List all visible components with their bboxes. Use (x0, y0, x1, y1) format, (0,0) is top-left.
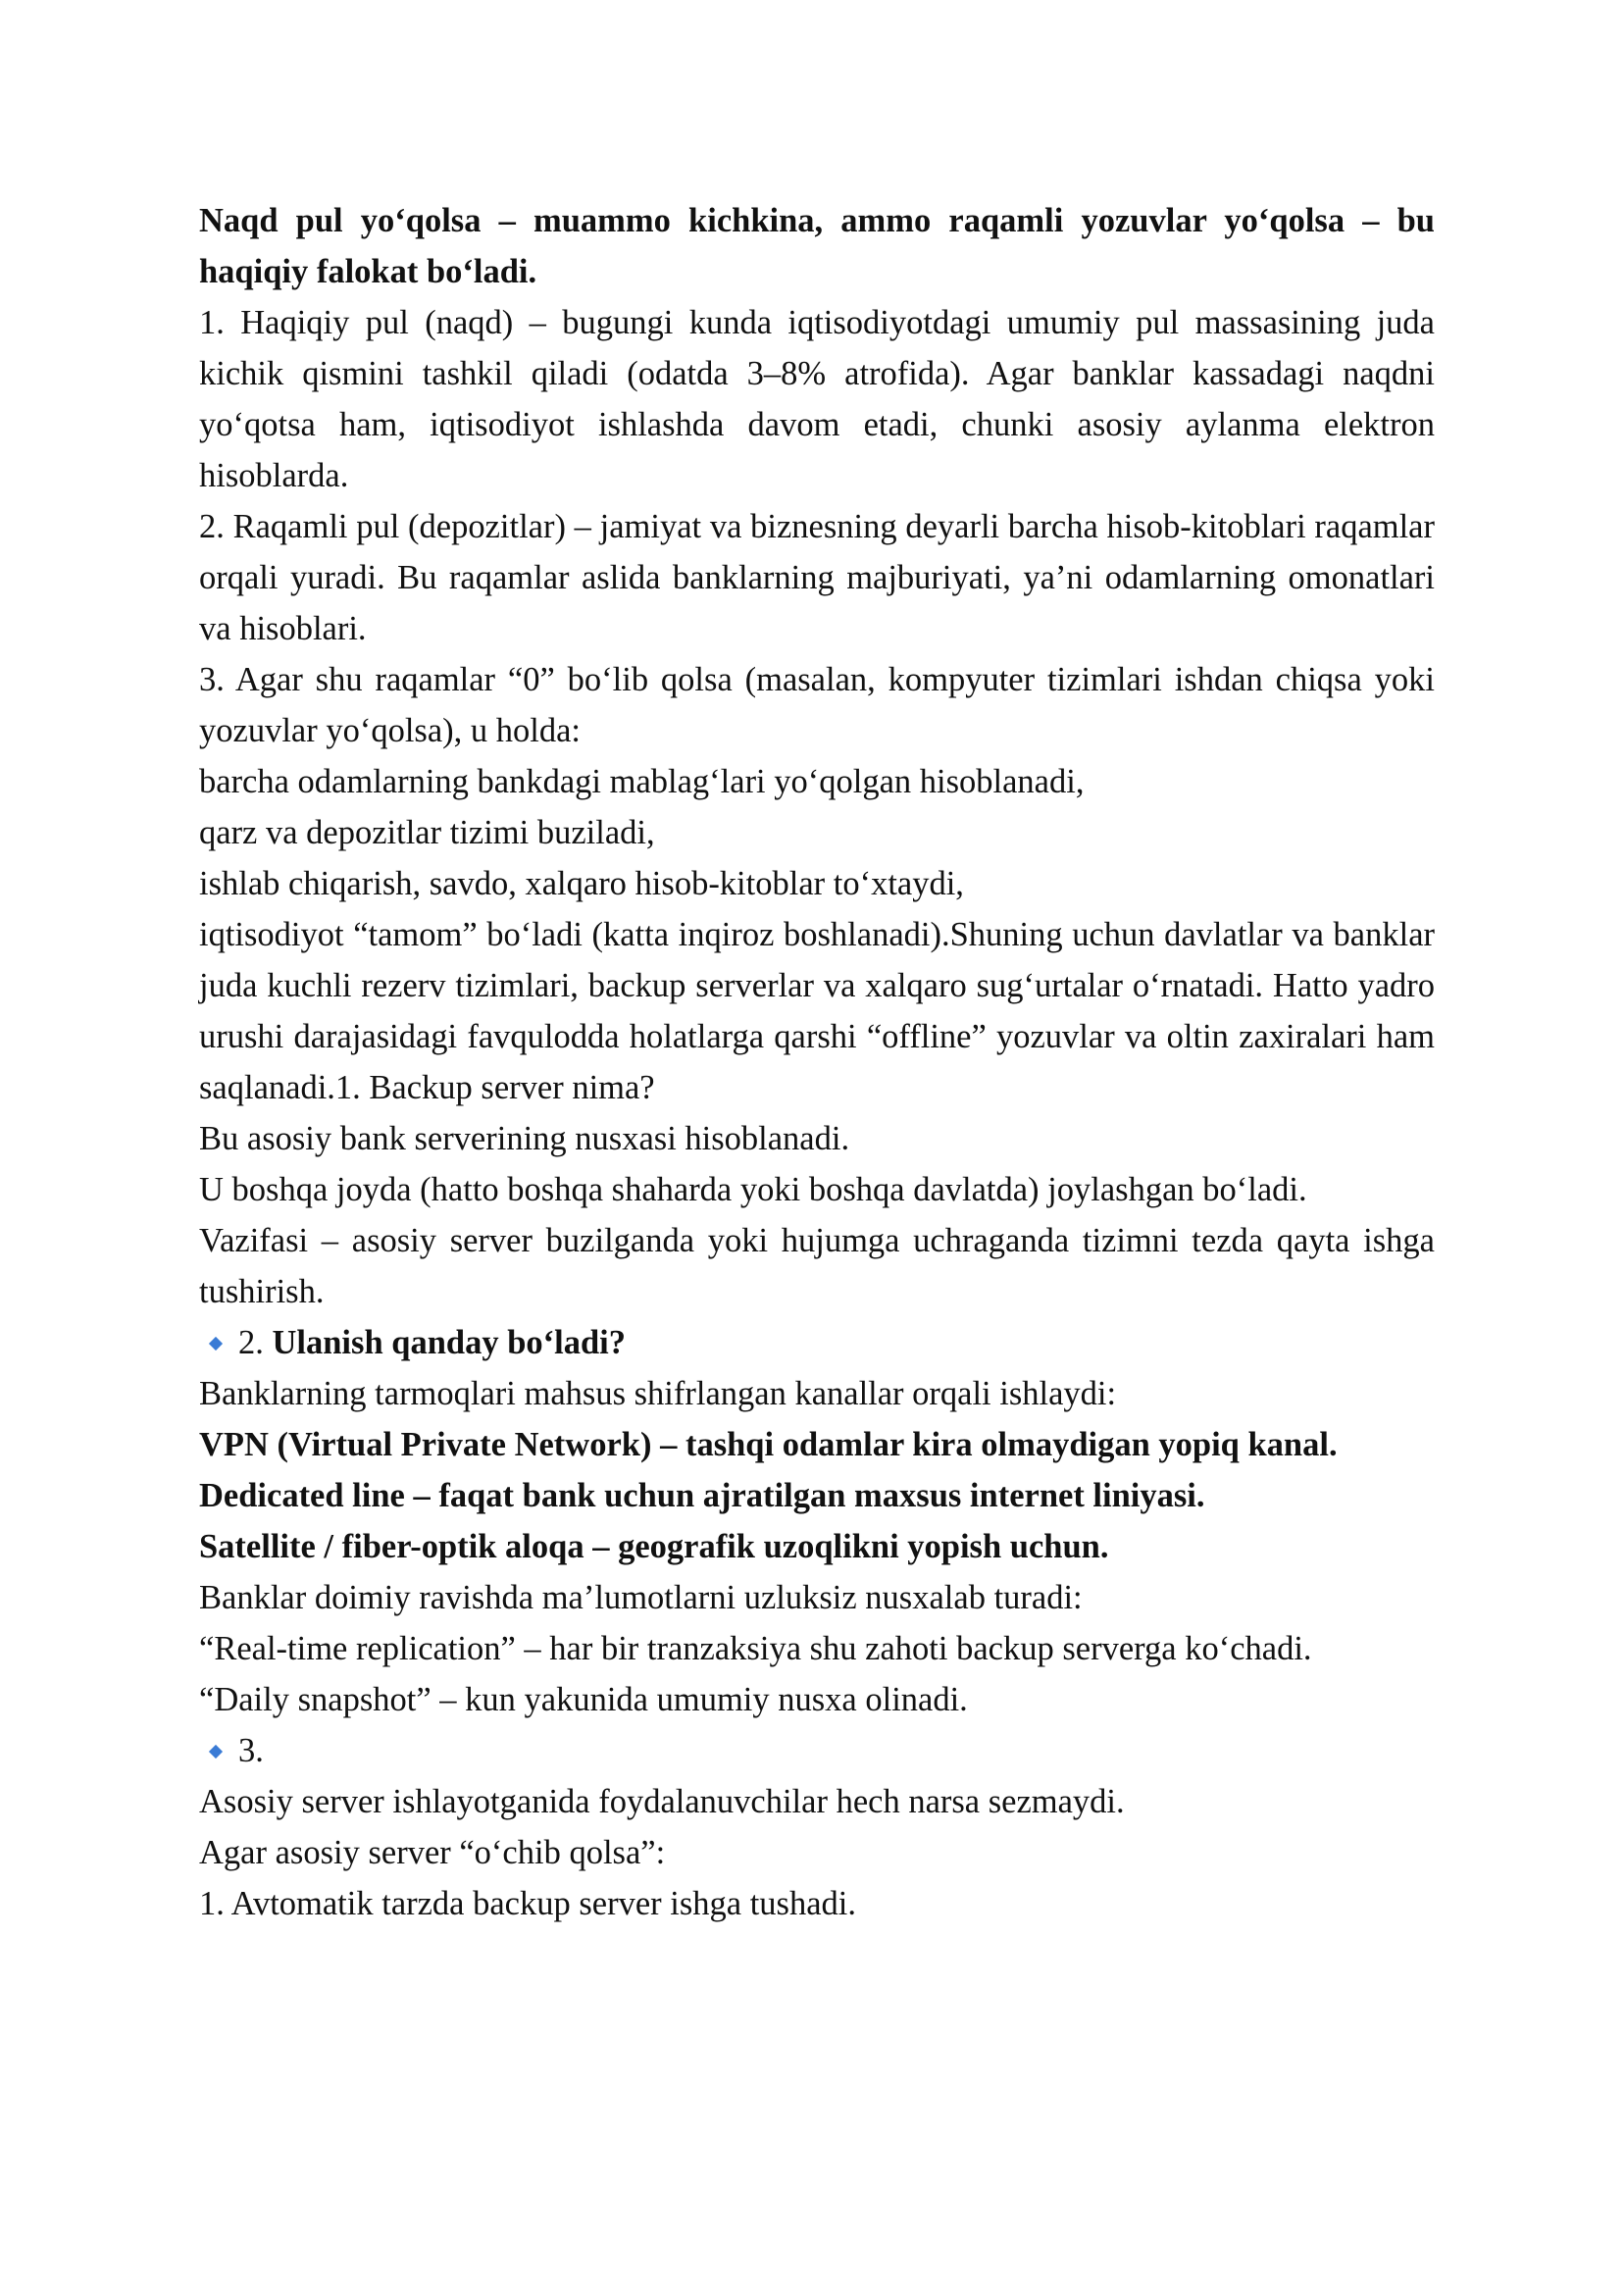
paragraph-vpn: VPN (Virtual Private Network) – tashqi odamlar kira olmaydigan yopiq kanal. (199, 1426, 1338, 1463)
daily-snapshot-line: “Daily snapshot” – kun yakunida umumiy nusxa olinadi. (199, 1681, 968, 1718)
server-running-line: Asosiy server ishlayotganida foydalanuvchilar hech narsa sezmaydi. (199, 1783, 1125, 1820)
server-off-line: Agar asosiy server “o‘chib qolsa”: (199, 1834, 666, 1871)
diamond-bullet-icon (209, 1337, 223, 1351)
consequence-line-3: ishlab chiqarish, savdo, xalqaro hisob-kitoblar to‘xtaydi, (199, 865, 964, 902)
diamond-bullet-icon (209, 1745, 223, 1759)
paragraph-reserve-systems: iqtisodiyot “tamom” bo‘ladi (katta inqiroz boshlanadi).Shuning uchun davlatlar va banklar juda kuchli rezerv tizimlari, backup serverlar va xalqaro sug‘urtalar o‘rnatadi. Hatto yadro urushi darajasidagi favqulodda holatlarga qarshi “offline” yozuvlar va oltin zaxiralari ham saqlanadi.1. Backup server nima? (199, 916, 1435, 1106)
paragraph-cash-money: 1. Haqiqiy pul (naqd) – bugungi kunda iqtisodiyotdagi umumiy pul massasining juda kichik qismini tashkil qiladi (odatda 3–8% atrofida). Agar banklar kassadagi naqdni yo‘qotsa ham, iqtisodiyot ishlashda davom etadi, chunki asosiy aylanma elektron hisoblarda. (199, 304, 1435, 494)
dedicated-line-item: Dedicated line – faqat bank uchun ajratilgan maxsus internet liniyasi. (199, 1477, 1205, 1514)
paragraph-backup-location: U boshqa joyda (hatto boshqa shaharda yoki boshqa davlatda) joylashgan bo‘ladi. (199, 1171, 1307, 1208)
bullet-section-3 (199, 1725, 1435, 1776)
bullet-number: 2. (238, 1324, 264, 1361)
replication-intro-line: Banklar doimiy ravishda ma’lumotlarni uzluksiz nusxalab turadi: (199, 1579, 1083, 1616)
consequence-line-2: qarz va depozitlar tizimi buziladi, (199, 814, 655, 851)
backup-definition-line: Bu asosiy bank serverining nusxasi hisoblanadi. (199, 1120, 850, 1157)
paragraph-realtime-replication: “Real-time replication” – har bir tranzaksiya shu zahoti backup serverga ko‘chadi. (199, 1630, 1312, 1667)
networks-intro-line: Banklarning tarmoqlari mahsus shifrlangan kanallar orqali ishlaydi: (199, 1375, 1117, 1412)
consequence-line-1: barcha odamlarning bankdagi mablag‘lari yo‘qolgan hisoblanadi, (199, 763, 1085, 800)
satellite-line-item: Satellite / fiber-optik aloqa – geografik uzoqlikni yopish uchun. (199, 1528, 1109, 1565)
document-body (199, 195, 1435, 1929)
bullet-title: Ulanish qanday bo‘ladi? (272, 1324, 626, 1361)
paragraph-zero-balance: 3. Agar shu raqamlar “0” bo‘lib qolsa (masalan, kompyuter tizimlari ishdan chiqsa yoki yozuvlar yo‘qolsa), u holda: (199, 661, 1435, 749)
document-heading: Naqd pul yo‘qolsa – muammo kichkina, ammo raqamli yozuvlar yo‘qolsa – bu haqiqiy falokat bo‘ladi. (199, 202, 1435, 290)
bullet-connection-heading (199, 1317, 1435, 1368)
auto-backup-line: 1. Avtomatik tarzda backup server ishga tushadi. (199, 1885, 857, 1922)
bullet-number: 3. (238, 1732, 264, 1769)
paragraph-digital-money: 2. Raqamli pul (depozitlar) – jamiyat va biznesning deyarli barcha hisob-kitoblari raqamlar orqali yuradi. Bu raqamlar aslida banklarning majburiyati, ya’ni odamlarning omonatlari va hisoblari. (199, 508, 1435, 647)
paragraph-backup-purpose: Vazifasi – asosiy server buzilganda yoki hujumga uchraganda tizimni tezda qayta ishga tushirish. (199, 1222, 1435, 1310)
